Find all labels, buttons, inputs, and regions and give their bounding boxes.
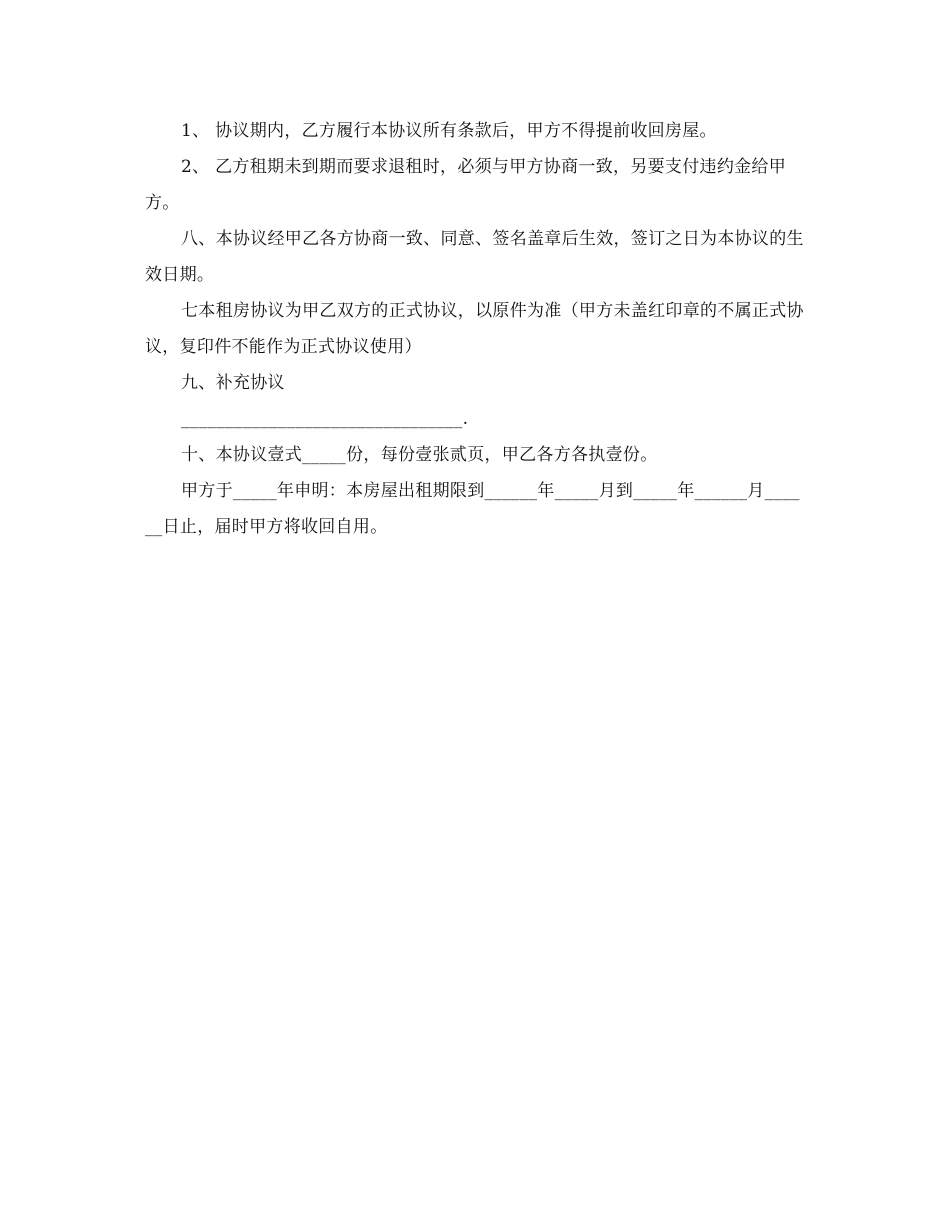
clause-eight: 八、本协议经甲乙各方协商一致、同意、签名盖章后生效，签订之日为本协议的生效日期。	[145, 229, 804, 285]
clause-2: 2、 乙方租期未到期而要求退租时，必须与甲方协商一致，另要支付违约金给甲方。	[145, 157, 787, 213]
clause-1: 1、 协议期内，乙方履行本协议所有条款后，甲方不得提前收回房屋。	[181, 121, 717, 141]
clause-nine-heading: 九、补充协议	[181, 373, 285, 393]
document-body	[145, 113, 807, 545]
clause-seven: 七本租房协议为甲乙双方的正式协议，以原件为准（甲方未盖红印章的不属正式协议，复印件不能作为正式协议使用）	[145, 301, 804, 357]
supplementary-blank-line: ________________________________.	[181, 409, 469, 429]
landlord-declaration: 甲方于_____年申明：本房屋出租期限到______年_____月到_____年______月______日止，届时甲方将收回自用。	[145, 481, 800, 537]
clause-ten: 十、本协议壹式_____份，每份壹张贰页，甲乙各方各执壹份。	[181, 445, 658, 465]
